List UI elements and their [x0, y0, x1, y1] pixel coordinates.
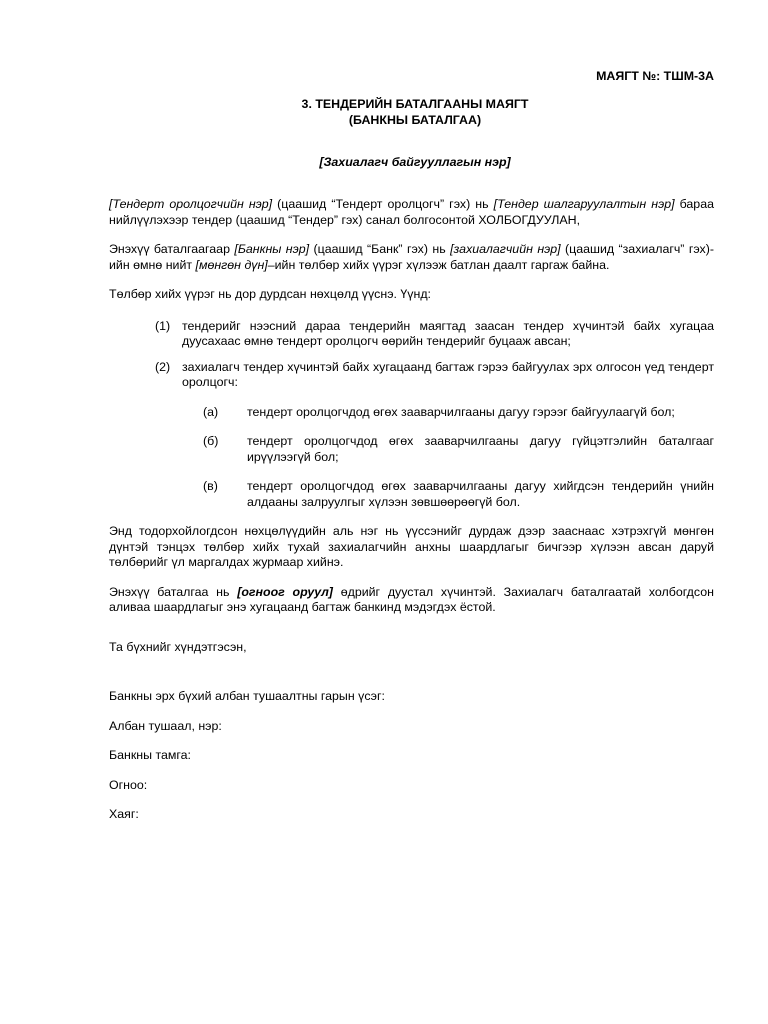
tender-number-placeholder: [Тендер шалгаруулалтын нэр]	[493, 197, 675, 211]
paragraph-bidder: [Тендерт оролцогчийн нэр] (цаашид “Тендерт оролцогч” гэх) нь [Тендер шалгаруулалтын нэр] бараа нийлүүлэхээр тендер (цаашид “Тендер” гэх) санал болгосонтой ХОЛБОГДУУЛАН,	[109, 197, 714, 227]
title-line-2: (БАНКНЫ БАТАЛГАА)	[348, 112, 482, 127]
paragraph-validity: Энэхүү баталгаа нь [огноог оруул] өдрийг дуустал хүчинтэй. Захиалагч баталгаатай холбогдсон аливаа шаардлагыг энэ хугацаанд багтаж банкинд мэдэгдэх ёстой.	[109, 584, 714, 614]
seal-label: Банкны тамга:	[109, 748, 192, 762]
condition-item	[155, 319, 714, 350]
position-label: Албан тушаал, нэр:	[109, 718, 222, 733]
subcondition-item	[203, 405, 714, 421]
condition-number: (2)	[155, 359, 171, 374]
employer-placeholder: [Захиалагч байгууллагын нэр]	[319, 155, 511, 169]
paragraph-payment: Энд тодорхойлогдсон нөхцөлүүдийн аль нэг нь үүссэнийг дурдаж дээр зааснаас хэтрэхгүй мөнгөн дүнтэй тэнцэх төлбөр хийх тухай захиалагчийн анхны шаардлагыг бичгээр хүлээн авсан даруй төлбөрийг үл маргалдах журмаар хийнэ.	[109, 524, 714, 569]
date-placeholder: [огноог оруул]	[237, 584, 333, 599]
condition-number: (1)	[155, 318, 171, 333]
subcondition-text: тендерт оролцогчдод өгөх зааварчилгааны дагуу гэрээг байгуулаагүй бол;	[247, 404, 675, 419]
subcondition-text: тендерт оролцогчдод өгөх зааварчилгааны дагуу гүйцэтгэлийн баталгааг ирүүлээгүй бол;	[247, 434, 714, 464]
condition-text: захиалагч тендер хүчинтэй байх хугацаанд багтаж гэрээ байгуулах эрх олгосон үед тендерт оролцогч:	[182, 359, 714, 389]
subcondition-number: (a)	[203, 404, 219, 419]
closing-line: Та бүхнийг хүндэтгэсэн,	[109, 639, 247, 654]
bidder-name-placeholder: [Тендерт оролцогчийн нэр]	[109, 197, 273, 211]
condition-text: тендерийг нээсний дараа тендерийн маягтад заасан тендер хүчинтэй байх хугацаа дуусахаас өмнө тендерт оролцогч өөрийн тендерийг буцааж авсан;	[182, 318, 714, 348]
subcondition-number: (б)	[203, 434, 219, 448]
subcondition-number: (в)	[203, 479, 218, 493]
document-body	[109, 197, 714, 823]
employer-name-placeholder: [захиалагчийн нэр]	[450, 242, 561, 256]
subcondition-item	[203, 434, 714, 465]
subcondition-text: тендерт оролцогчдод өгөх зааварчилгааны дагуу хийгдсэн тендерийн үнийн алдааны залруулгыг хүлээн зөвшөөрөөгүй бол.	[247, 479, 714, 509]
paragraph-conditions-intro: Төлбөр хийх үүрэг нь дор дурдсан нөхцөлд үүснэ. Үүнд:	[109, 287, 431, 301]
amount-placeholder: [мөнгөн дүн]	[195, 257, 268, 272]
condition-item	[155, 360, 714, 391]
form-number: МАЯГТ №: ТШМ-3А	[596, 69, 714, 83]
address-label: Хаяг:	[109, 807, 139, 821]
subcondition-item	[203, 479, 714, 510]
document-title	[0, 97, 768, 128]
signature-label: Банкны эрх бүхий албан тушаалтны гарын үсэг:	[109, 689, 385, 703]
bank-name-placeholder: [Банкны нэр]	[234, 242, 310, 256]
paragraph-guarantee: Энэхүү баталгаагаар [Банкны нэр] (цаашид “Банк” гэх) нь [захиалагчийн нэр] (цаашид “захиалагч” гэх)-ийн өмнө нийт [мөнгөн дүн]–ийн төлбөр хийх үүрэг хүлээж батлан даалт гаргаж байна.	[109, 242, 714, 272]
title-line-1: 3. ТЕНДЕРИЙН БАТАЛГААНЫ МАЯГТ	[301, 97, 529, 111]
date-label: Огноо:	[109, 777, 148, 792]
